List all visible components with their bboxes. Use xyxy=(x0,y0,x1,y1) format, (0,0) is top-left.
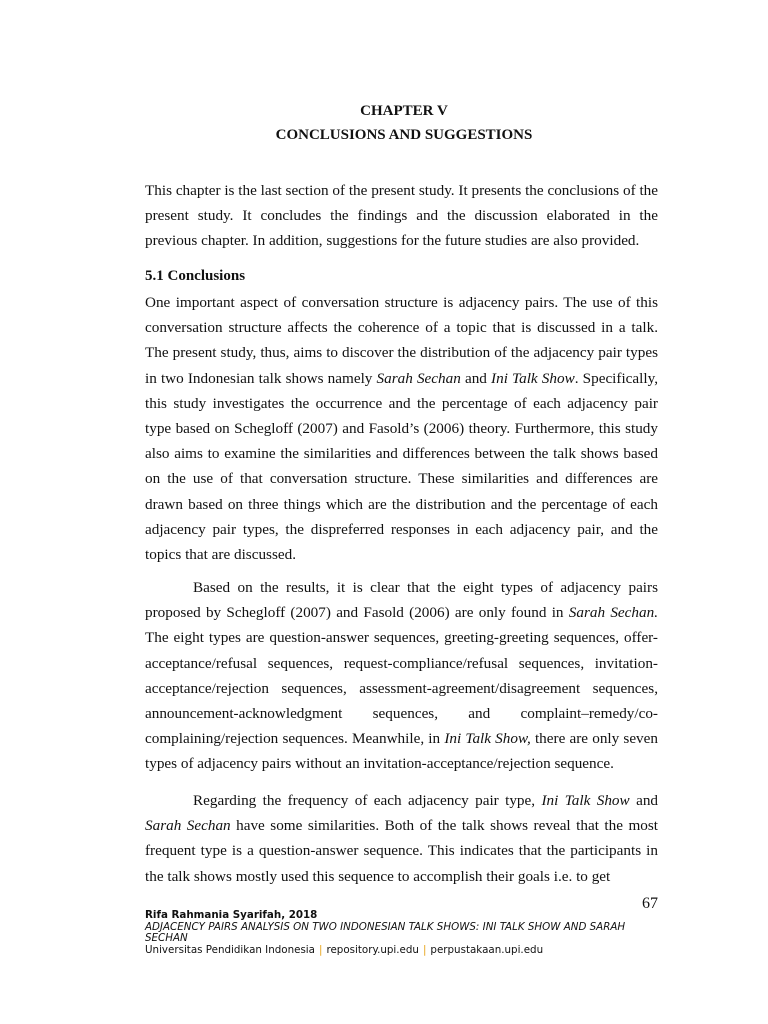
footer-thesis-title: ADJACENCY PAIRS ANALYSIS ON TWO INDONESIAN TALK SHOWS: INI TALK SHOW AND SARAH SECHAN xyxy=(145,920,626,944)
footer-university: Universitas Pendidikan Indonesia xyxy=(145,943,315,956)
conclusion-paragraph-2 xyxy=(145,575,658,777)
paragraph-1: One important aspect of conversation structure is adjacency pairs. The use of this conversation structure affects the coherence of a topic that is discussed in a talk. The present study, thus, aims to discover the distribution of the adjacency pair types in two Indonesian talk shows namely Sarah Sechan and Ini Talk Show. Specifically, this study investigates the occurrence and the percentage of each adjacency pair type based on Schegloff (2007) and Fasold’s (2006) theory. Furthermore, this study also aims to examine the similarities and differences between the talk shows based on the use of that conversation structure. These similarities and differences are drawn based on three things which are the distribution and the percentage of each adjacency pair types, the dispreferred responses in each adjacency pair, and the topics that are discussed. xyxy=(145,294,658,564)
footer-author: Rifa Rahmania Syarifah, 2018 xyxy=(145,909,318,921)
footer-separator: | xyxy=(422,943,427,956)
italic-title: Sarah Sechan xyxy=(145,817,231,835)
chapter-number: CHAPTER V xyxy=(360,103,448,119)
conclusion-paragraph-3 xyxy=(145,788,658,889)
page-number: 67 xyxy=(642,895,658,912)
italic-title: Sarah Sechan xyxy=(376,369,461,387)
paragraph-2: Based on the results, it is clear that the eight types of adjacency pairs proposed by Schegloff (2007) and Fasold (2006) are only found in Sarah Sechan. The eight types are question-answer sequences, greeting-greeting sequences, offer-acceptance/refusal sequences, request-compliance/refusal sequences, invitation-acceptance/rejection sequences, assessment-agreement/disagreement sequences, announcement-acknowledgment sequences, and complaint–remedy/co-complaining/rejection sequences. Meanwhile, in Ini Talk Show, there are only seven types of adjacency pairs without an invitation-acceptance/rejection sequence. xyxy=(145,579,658,773)
italic-title: Ini Talk Show xyxy=(541,792,630,809)
italic-title: Ini Talk Show xyxy=(491,369,575,387)
intro-text: This chapter is the last section of the present study. It presents the conclusions of the present study. It concludes the findings and the discussion elaborated in the previous chapter. In addition, suggestions for the future studies are also provided. xyxy=(145,182,658,250)
conclusion-paragraph-1 xyxy=(145,290,658,567)
paragraph-3: Regarding the frequency of each adjacency pair type, Ini Talk Show and Sarah Sechan have some similarities. Both of the talk shows reveal that the most frequent type is a question-answer sequence. This indicates that the participants in the talk shows mostly used this sequence to accomplish their goals i.e. to get xyxy=(145,792,659,885)
footer-links xyxy=(145,945,645,957)
chapter-title: CONCLUSIONS AND SUGGESTIONS xyxy=(275,127,533,143)
footer-separator: | xyxy=(318,943,323,956)
italic-title: Sarah Sechan. xyxy=(568,604,658,622)
footer-library-link[interactable]: perpustakaan.upi.edu xyxy=(430,943,544,956)
page-footer xyxy=(145,910,645,956)
italic-title: Ini Talk Show, xyxy=(444,730,531,748)
footer-repository-link[interactable]: repository.upi.edu xyxy=(326,943,419,956)
intro-paragraph xyxy=(145,178,658,254)
section-heading: 5.1 Conclusions xyxy=(145,268,246,284)
